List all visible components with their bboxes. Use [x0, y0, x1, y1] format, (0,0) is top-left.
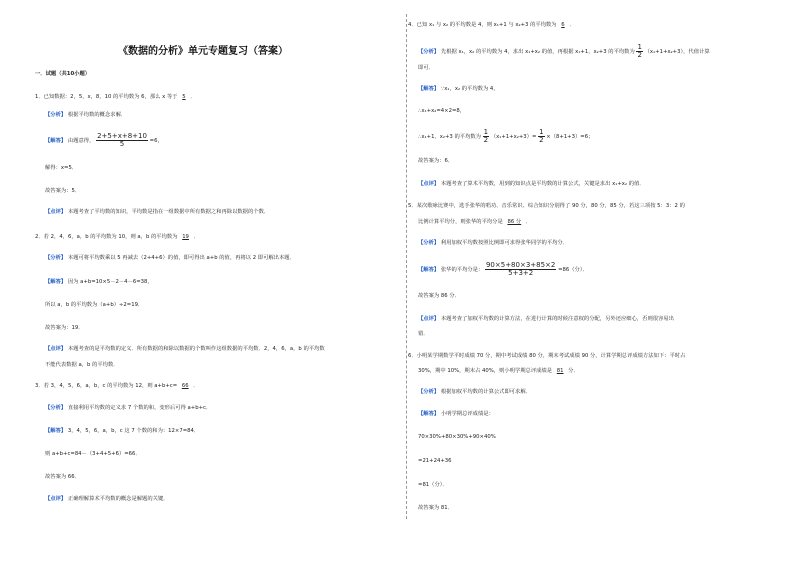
q2-comment-cont: 不能代表数据 a，b 的平均数．	[45, 362, 119, 368]
stem-end: 分．	[568, 368, 579, 374]
fraction-denominator: 2	[637, 51, 642, 59]
q2-analysis	[45, 255, 295, 262]
solution-tag: 【解答】	[418, 86, 440, 92]
q1-solution	[45, 133, 163, 148]
answer-blank: 66	[181, 383, 189, 389]
q3-analysis	[45, 405, 211, 412]
fraction-numerator: 1	[539, 128, 544, 136]
question-5: 5．某次歌咏比赛中，选手张华的唱功、音乐常识、综合知识分别得了 90 分，80 分，85 分，若这三项按 5：3：2 的	[408, 203, 685, 209]
fraction-denominator: 2	[539, 136, 544, 144]
question-stem: 4．已知 x₁ 与 x₂ 的平均数是 4，则 x₁+1 与 x₂+3 的平均数为	[408, 22, 557, 28]
fraction	[538, 129, 544, 144]
solution-tag: 【解答】	[45, 138, 67, 144]
answer-blank: 86 分	[507, 219, 522, 225]
answer-blank: 19	[182, 234, 189, 240]
step-text: （x₁+1+x₂+3）=	[490, 134, 537, 140]
q3-final: 故答案为 66．	[45, 474, 80, 480]
solution-tag: 【解答】	[45, 428, 67, 434]
column-divider	[406, 14, 407, 519]
stem-end: ．	[193, 383, 199, 389]
question-6: 6．小明某学期数学平时成绩 70 分，期中考试成绩 80 分，期末考试成绩 90 分，计算学期总评成绩方法如下：平时占	[408, 353, 686, 359]
q6-analysis	[418, 389, 531, 396]
q5-analysis	[418, 240, 568, 247]
fraction-denominator: 5	[119, 140, 125, 148]
comment-text: 本题考查的是平均数的定义．所有数据的和除以数据的个数叫作这组数据的平均数．2，4，6，a，b 的平均数	[67, 346, 325, 352]
stem-end: ．	[193, 234, 199, 240]
q4-analysis	[418, 44, 710, 59]
question-stem: 3．若 3，4，5，6，a，b，c 的平均数为 12，则 a+b+c=	[35, 383, 178, 389]
q2-final: 故答案为：19．	[45, 325, 84, 331]
solution-text: 3，4，5，6，a，b，c 这 7 个数的和为：12×7=84．	[67, 428, 200, 434]
solution-text: ∵x₁，x₂ 的平均数为 4，	[440, 86, 499, 92]
question-2	[35, 234, 199, 241]
q5-final: 故答案为 86 分．	[418, 293, 460, 299]
q2-comment	[45, 346, 325, 353]
q6-step: 70×30%+80×30%+90×40%	[418, 434, 496, 440]
analysis-text: 直接利用平均数的定义求 7 个数的和，变形后可得 a+b+c．	[67, 405, 212, 411]
q1-final: 故答案为：5．	[45, 188, 81, 194]
analysis-text: 根据平均数的概念求解．	[67, 112, 127, 118]
question-stem: 比例计算平均分，则张华的平均分是	[418, 219, 503, 225]
fraction-denominator: 5+3+2	[508, 269, 534, 277]
solution-text: 张华的平均分是：	[440, 267, 484, 273]
solution-tag: 【解答】	[418, 411, 440, 417]
analysis-text: 利用加权平均数按照比例即可求得张华同学的平均分．	[440, 240, 569, 246]
q4-step	[418, 129, 593, 144]
q4-analysis-cont: 即可．	[418, 65, 434, 71]
solution-text: =86（分）．	[558, 267, 588, 273]
q2-solution	[45, 279, 153, 286]
analysis-text: 本题可将平均数乘以 5 再减去（2+4+6）的值，即可得出 a+b 的值，再将以 2 即可解出本题．	[67, 255, 295, 261]
comment-tag: 【点评】	[45, 209, 67, 215]
analysis-tag: 【分析】	[45, 405, 67, 411]
fraction	[636, 44, 642, 59]
question-stem: 1．已知数据：2，5，x，8，10 的平均数为 6，那么 x 等于	[35, 94, 178, 100]
analysis-tag: 【分析】	[418, 240, 440, 246]
section-heading: 一．试题（共10小题）	[35, 71, 91, 77]
q2-step: 所以 a，b 的平均数为（a+b）÷2=19．	[45, 302, 144, 308]
question-5-cont	[418, 219, 531, 226]
solution-text: 由题意得，	[67, 138, 95, 144]
analysis-text: （x₁+1+x₂+3），代值计算	[644, 49, 710, 55]
fraction	[96, 133, 148, 148]
q3-comment	[45, 496, 169, 503]
comment-text: 本题考查了平均数的知识，平均数是指在一组数据中所有数据之和再除以数据的个数．	[67, 209, 270, 215]
q6-final: 故答案为 81．	[418, 505, 453, 511]
q1-step: 解得：x=5．	[45, 165, 78, 171]
analysis-tag: 【分析】	[418, 389, 440, 395]
comment-tag: 【点评】	[45, 496, 67, 502]
fraction-numerator: 90×5+80×3+85×2	[485, 261, 556, 269]
stem-end: ．	[569, 22, 575, 28]
comment-tag: 【点评】	[45, 346, 67, 352]
answer-blank: 5	[182, 94, 186, 100]
comment-tag: 【点评】	[418, 181, 440, 187]
step-text: ×（8+1+3）=6；	[546, 134, 594, 140]
fraction-numerator: 1	[483, 128, 489, 136]
stem-end: ．	[525, 219, 532, 225]
stem-end: ．	[190, 94, 196, 100]
analysis-text: 先根据 x₁，x₂ 的平均数为 4，求出 x₁+x₂ 的值，再根据 x₁+1，x₂+3 的平均数为	[440, 49, 635, 55]
comment-text: 正确理解算术平均数的概念是解题的关键．	[67, 496, 169, 502]
solution-text: 因为 a+b=10×5－2－4－6=38，	[67, 279, 153, 285]
q1-analysis	[45, 112, 126, 119]
q4-solution	[418, 86, 499, 93]
question-1	[35, 94, 196, 101]
q4-step: ∴x₁+x₂=4×2=8，	[418, 108, 466, 114]
question-stem: 30%，期中 10%，期末占 40%，则小明学期总评成绩是	[418, 368, 553, 374]
solution-text: 小明学期总评成绩是：	[440, 411, 494, 417]
analysis-tag: 【分析】	[45, 255, 67, 261]
question-6-cont	[418, 368, 579, 375]
q4-final: 故答案为：6．	[418, 158, 454, 164]
q5-solution	[418, 262, 588, 277]
q6-solution	[418, 411, 494, 418]
question-4	[408, 22, 575, 29]
q5-comment-cont: 错．	[418, 331, 429, 337]
analysis-tag: 【分析】	[45, 112, 67, 118]
fraction-numerator: 2+5+x+8+10	[97, 132, 147, 140]
q5-comment	[418, 316, 674, 323]
page-title: 《数据的分析》单元专题复习（答案）	[118, 46, 288, 57]
step-text: ∴x₁+1，x₂+3 的平均数为	[418, 134, 481, 140]
q3-step: 则 a+b+c=84－（3+4+5+6）=66．	[45, 451, 141, 457]
q3-solution	[45, 428, 199, 435]
fraction	[483, 129, 489, 144]
q1-comment	[45, 209, 269, 216]
analysis-tag: 【分析】	[418, 49, 440, 55]
q6-step: =21+24+36	[418, 458, 452, 464]
solution-tag: 【解答】	[418, 267, 440, 273]
q6-step: =81（分）．	[418, 482, 448, 488]
answer-blank: 81	[556, 368, 564, 374]
q4-comment	[418, 181, 645, 188]
solution-text: =6，	[149, 138, 163, 144]
solution-tag: 【解答】	[45, 279, 67, 285]
comment-tag: 【点评】	[418, 316, 440, 322]
question-stem: 2．若 2，4，6，a，b 的平均数为 10，则 a，b 的平均数为	[35, 234, 178, 240]
answer-blank: 6	[561, 22, 565, 28]
analysis-text: 根据加权平均数的计算公式即可求解．	[440, 389, 531, 395]
fraction-denominator: 2	[483, 136, 489, 144]
comment-text: 本题考查了加权平均数的计算方法，在进行计算的时候注意权的分配，另外还应细心，否则很容易出	[440, 316, 674, 322]
fraction	[485, 262, 556, 277]
comment-text: 本题考查了算术平均数，用到的知识点是平均数的计算公式，关键是求出 x₁+x₂ 的值．	[440, 181, 645, 187]
fraction-numerator: 1	[637, 43, 642, 51]
question-3	[35, 383, 199, 390]
